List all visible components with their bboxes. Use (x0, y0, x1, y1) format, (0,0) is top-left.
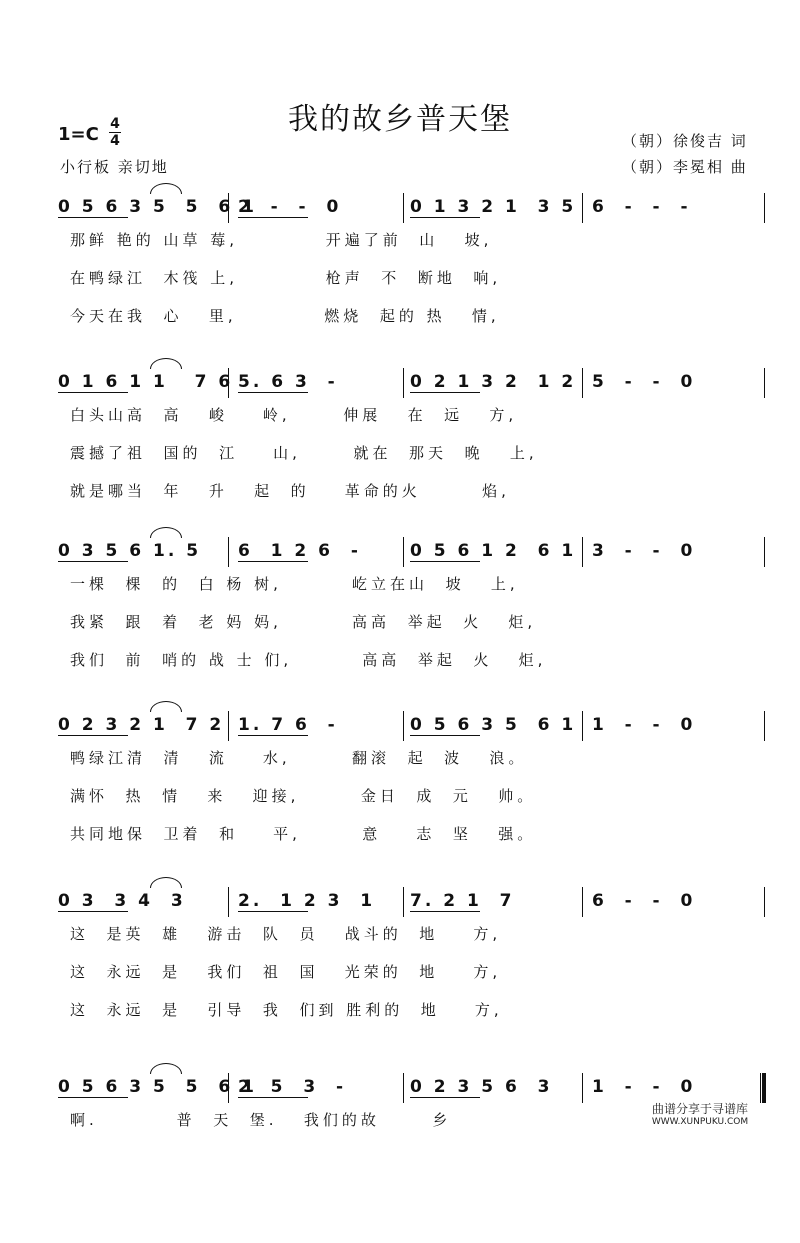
measure-notes: 2 - - 0 (238, 197, 342, 217)
score-system (0, 1073, 800, 1243)
watermark-url: WWW.XUNPUKU.COM (651, 1117, 749, 1127)
composer-credit: （朝）李冕相 曲 (622, 158, 748, 176)
note-beam (58, 217, 128, 218)
barline (582, 193, 583, 223)
barline (228, 537, 229, 567)
tempo-marking: 小行板 亲切地 (60, 158, 169, 176)
lyric-line: 我们 前 哨的 战 士 们, 高高 举起 火 炬, (70, 651, 547, 669)
measure-notes: 3 - - 0 (592, 541, 696, 561)
measure-notes: 2 5 3 - (238, 1077, 347, 1097)
lyric-line: 这 永远 是 引导 我 们到 胜利的 地 方, (70, 1001, 503, 1019)
barline (582, 537, 583, 567)
note-beam (238, 911, 308, 912)
score-system (0, 887, 800, 1057)
time-signature (108, 116, 122, 149)
meter-top: 4 (110, 116, 120, 132)
note-beam (58, 735, 128, 736)
measure-notes: 0 3 5 6 1. 5 (58, 541, 202, 561)
meter-bottom: 4 (110, 133, 120, 149)
watermark-text: 曲谱分享于寻谱库 (651, 1102, 748, 1116)
key-signature: 1=C (58, 124, 99, 145)
notation-row (0, 368, 800, 398)
note-beam (238, 217, 308, 218)
barline (403, 193, 404, 223)
barline (403, 1073, 404, 1103)
barline (764, 368, 765, 398)
barline (764, 537, 765, 567)
measure-notes: 6 - - - (592, 197, 691, 217)
lyric-line: 一棵 棵 的 白 杨 树, 屹立在山 坡 上, (70, 575, 519, 593)
lyric-line: 满怀 热 情 来 迎接, 金日 成 元 帅。 (70, 787, 537, 805)
lyricist-credit: （朝）徐俊吉 词 (622, 132, 748, 150)
barline (403, 711, 404, 741)
notation-row (0, 193, 800, 223)
barline (582, 368, 583, 398)
lyric-line: 这 是英 雄 游击 队 员 战斗的 地 方, (70, 925, 502, 943)
barline (764, 711, 765, 741)
barline (403, 368, 404, 398)
lyric-line: 我紧 跟 着 老 妈 妈, 高高 举起 火 炬, (70, 613, 537, 631)
barline (403, 537, 404, 567)
barline (228, 368, 229, 398)
measure-notes: 2. 1 2 3 1 (238, 891, 376, 911)
note-beam (58, 561, 128, 562)
barline (228, 193, 229, 223)
note-beam (238, 392, 308, 393)
song-title: 我的故乡普天堡 (288, 102, 512, 137)
measure-notes: 1. 7 6 - (238, 715, 338, 735)
score-system (0, 711, 800, 881)
note-beam (58, 392, 128, 393)
score-system (0, 193, 800, 363)
measure-notes: 0 1 3 2 1 3 5 (410, 197, 577, 217)
measure-notes: 0 1 6 1 1 7 6 (58, 372, 234, 392)
measure-notes: 6 - - 0 (592, 891, 696, 911)
slur (150, 1063, 182, 1074)
lyric-line: 就是哪当 年 升 起 的 革命的火 焰, (70, 482, 510, 500)
notation-row (0, 537, 800, 567)
slur (150, 183, 182, 194)
lyric-line: 啊. 普 天 堡. 我们的故 乡 (70, 1111, 452, 1129)
lyric-line: 那鲜 艳的 山草 莓, 开遍了前 山 坡, (70, 231, 493, 249)
notation-row (0, 887, 800, 917)
note-beam (410, 735, 480, 736)
notation-row (0, 1073, 800, 1103)
measure-notes: 1 - - 0 (592, 1077, 696, 1097)
score-system (0, 368, 800, 538)
measure-notes: 0 3 3 4 3 (58, 891, 186, 911)
lyric-line: 白头山高 高 峻 岭, 伸展 在 远 方, (70, 406, 518, 424)
note-beam (58, 911, 128, 912)
lyric-line: 鸭绿江清 清 流 水, 翻滚 起 波 浪。 (70, 749, 528, 767)
barline (228, 1073, 229, 1103)
note-beam (238, 735, 308, 736)
note-beam (410, 1097, 480, 1098)
final-barline (760, 1073, 766, 1103)
note-beam (410, 911, 480, 912)
barline (582, 1073, 583, 1103)
note-beam (410, 217, 480, 218)
note-beam (410, 392, 480, 393)
measure-notes: 1 - - 0 (592, 715, 696, 735)
measure-notes: 5. 6 3 - (238, 372, 338, 392)
lyric-line: 这 永远 是 我们 祖 国 光荣的 地 方, (70, 963, 502, 981)
note-beam (238, 1097, 308, 1098)
lyric-line: 震撼了祖 国的 江 山, 就在 那天 晚 上, (70, 444, 538, 462)
measure-notes: 0 2 1 3 2 1 2 (410, 372, 577, 392)
measure-notes: 0 2 3 2 1 7 2 (58, 715, 225, 735)
note-beam (410, 561, 480, 562)
lyric-line: 今天在我 心 里, 燃烧 起的 热 情, (70, 307, 500, 325)
lyric-line: 共同地保 卫着 和 平, 意 志 坚 强。 (70, 825, 537, 843)
barline (582, 887, 583, 917)
score-system (0, 537, 800, 707)
measure-notes: 6 1 2 6 - (238, 541, 361, 561)
watermark (620, 1100, 780, 1127)
barline (228, 887, 229, 917)
measure-notes: 0 5 6 3 5 6 1 (410, 715, 577, 735)
barline (582, 711, 583, 741)
measure-notes: 0 5 6 3 5 5 6 1 (58, 197, 257, 217)
note-beam (58, 1097, 128, 1098)
measure-notes: 5 - - 0 (592, 372, 696, 392)
notation-row (0, 711, 800, 741)
barline (764, 887, 765, 917)
barline (403, 887, 404, 917)
measure-notes: 0 5 6 1 2 6 1 (410, 541, 577, 561)
barline (764, 193, 765, 223)
measure-notes: 0 5 6 3 5 5 6 1 (58, 1077, 257, 1097)
measure-notes: 0 2 3 5 6 3 (410, 1077, 553, 1097)
barline (228, 711, 229, 741)
measure-notes: 7. 2 1 7 (410, 891, 515, 911)
lyric-line: 在鸭绿江 木筏 上, 枪声 不 断地 响, (70, 269, 502, 287)
note-beam (238, 561, 308, 562)
